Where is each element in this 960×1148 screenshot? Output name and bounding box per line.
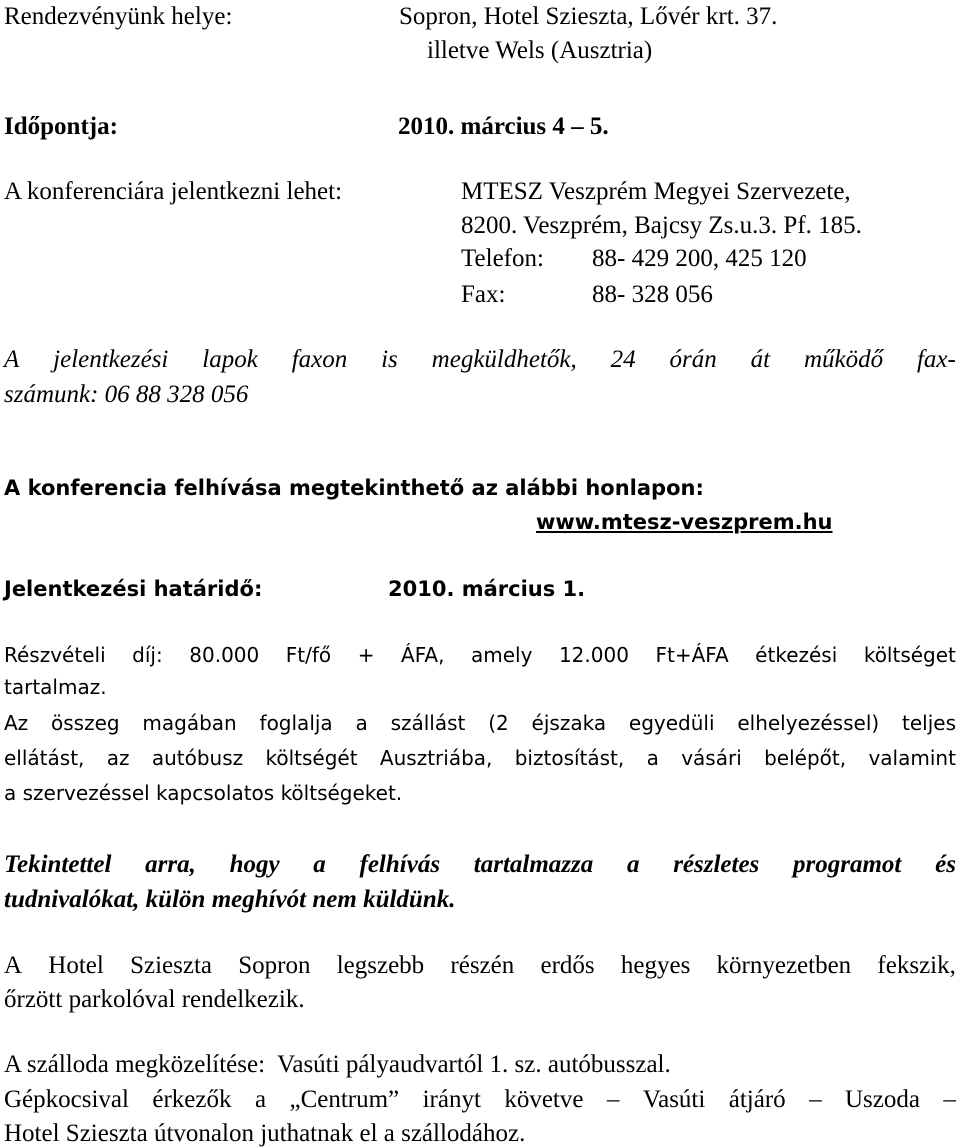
hotel-line-1 bbox=[4, 953, 956, 978]
notice-word: tartalmazza bbox=[473, 851, 594, 878]
includes-line-1 bbox=[4, 713, 956, 733]
webpage-link[interactable]: www.mtesz-veszprem.hu bbox=[536, 510, 833, 534]
venue-label: Rendezvényünk helye: bbox=[4, 3, 233, 30]
fax-label: Fax: bbox=[461, 281, 506, 308]
includes-word: az bbox=[106, 746, 130, 770]
includes-word: a bbox=[355, 711, 368, 735]
access-line-1: A szálloda megközelítése: Vasúti pályaudvartól 1. sz. autóbusszal. bbox=[4, 1051, 671, 1078]
fax-note-line-1 bbox=[4, 347, 956, 372]
phone-value: 88- 429 200, 425 120 bbox=[592, 245, 807, 272]
includes-word: foglalja bbox=[259, 711, 333, 735]
notice-word: felhívás bbox=[359, 851, 441, 878]
access-word: Vasúti bbox=[642, 1086, 706, 1113]
includes-line-3: a szervezéssel kapcsolatos költségeket. bbox=[4, 781, 403, 805]
fax-note-word: is bbox=[381, 346, 398, 373]
hotel-word: részén bbox=[450, 952, 515, 979]
notice-word: hogy bbox=[229, 851, 280, 878]
includes-word: Ausztriába, bbox=[379, 746, 493, 770]
fee-word: Részvételi bbox=[4, 643, 106, 667]
hotel-word: Szieszta bbox=[130, 952, 212, 979]
includes-word: szállást bbox=[390, 711, 466, 735]
fee-word: ÁFA, bbox=[401, 643, 445, 667]
fee-line-2: tartalmaz. bbox=[4, 675, 107, 699]
notice-word: a bbox=[626, 851, 640, 878]
includes-word: teljes bbox=[902, 711, 956, 735]
date-label: Időpontja: bbox=[4, 113, 118, 140]
notice-word: és bbox=[935, 851, 956, 878]
access-word: követve bbox=[504, 1086, 584, 1113]
access-line-2 bbox=[4, 1087, 956, 1112]
fee-word: költséget bbox=[863, 643, 956, 667]
registration-address: 8200. Veszprém, Bajcsy Zs.u.3. Pf. 185. bbox=[461, 212, 862, 239]
includes-word: éjszaka bbox=[531, 711, 607, 735]
webpage-intro: A konferencia felhívása megtekinthető az alábbi honlapon: bbox=[4, 476, 704, 500]
includes-word: biztosítást, bbox=[514, 746, 625, 770]
notice-word: programot bbox=[793, 851, 902, 878]
notice-line-1 bbox=[4, 852, 956, 877]
includes-word: Az bbox=[4, 711, 29, 735]
fax-note-word: 24 bbox=[610, 346, 636, 373]
fax-note-word: faxon bbox=[291, 346, 348, 373]
venue-line-2: illetve Wels (Ausztria) bbox=[427, 37, 653, 64]
notice-line-2: tudnivalókat, külön meghívót nem küldünk. bbox=[4, 886, 456, 913]
notice-word: Tekintettel bbox=[4, 851, 112, 878]
access-word: irányt bbox=[422, 1086, 481, 1113]
includes-word: egyedüli bbox=[628, 711, 715, 735]
notice-word: a bbox=[313, 851, 326, 878]
fax-note-word: jelentkezési bbox=[53, 346, 169, 373]
fee-word: amely bbox=[470, 643, 533, 667]
includes-word: belépőt, bbox=[764, 746, 847, 770]
includes-word: autóbusz bbox=[151, 746, 244, 770]
access-word: „Centrum” bbox=[289, 1086, 400, 1113]
includes-word: (2 bbox=[488, 711, 509, 735]
includes-word: a bbox=[646, 746, 659, 770]
includes-word: ellátást, bbox=[4, 746, 85, 770]
fax-note-word: lapok bbox=[202, 346, 258, 373]
fax-note-word: át bbox=[750, 346, 771, 373]
fee-word: Ft+ÁFA bbox=[655, 643, 729, 667]
hotel-word: hegyes bbox=[620, 952, 691, 979]
hotel-word: fekszik, bbox=[877, 952, 956, 979]
registration-label: A konferenciára jelentkezni lehet: bbox=[4, 178, 343, 205]
fax-note-word: órán bbox=[669, 346, 717, 373]
access-line-3: Hotel Szieszta útvonalon juthatnak el a szállodához. bbox=[4, 1120, 526, 1147]
hotel-word: A bbox=[4, 952, 23, 979]
includes-word: valamint bbox=[868, 746, 956, 770]
hotel-word: erdős bbox=[540, 952, 595, 979]
hotel-word: Hotel bbox=[48, 952, 104, 979]
hotel-word: környezetben bbox=[716, 952, 852, 979]
fee-word: 80.000 bbox=[189, 643, 260, 667]
date-value: 2010. március 4 – 5. bbox=[398, 113, 609, 140]
hotel-word: Sopron bbox=[238, 952, 311, 979]
fax-value: 88- 328 056 bbox=[592, 281, 713, 308]
phone-label: Telefon: bbox=[461, 245, 544, 272]
access-word: átjáró bbox=[728, 1086, 786, 1113]
fee-word: 12.000 bbox=[558, 643, 629, 667]
hotel-word: legszebb bbox=[336, 952, 425, 979]
fax-note-word: működő bbox=[803, 346, 884, 373]
includes-word: magában bbox=[142, 711, 237, 735]
access-word: – bbox=[606, 1086, 620, 1113]
access-word: Gépkocsival bbox=[4, 1086, 129, 1113]
deadline-label: Jelentkezési határidő: bbox=[4, 577, 263, 601]
fee-word: étkezési bbox=[755, 643, 838, 667]
notice-word: részletes bbox=[673, 851, 760, 878]
registration-org: MTESZ Veszprém Megyei Szervezete, bbox=[461, 178, 851, 205]
access-word: érkezők bbox=[152, 1086, 232, 1113]
fax-note-word: fax- bbox=[916, 346, 956, 373]
access-word: – bbox=[943, 1086, 956, 1113]
includes-word: összeg bbox=[51, 711, 120, 735]
includes-word: elhelyezéssel) bbox=[737, 711, 880, 735]
fee-line-1 bbox=[4, 645, 956, 665]
includes-word: költségét bbox=[265, 746, 358, 770]
notice-word: arra, bbox=[145, 851, 196, 878]
access-word: – bbox=[809, 1086, 822, 1113]
includes-word: vásári bbox=[681, 746, 742, 770]
fee-word: díj: bbox=[132, 643, 163, 667]
access-word: a bbox=[254, 1086, 267, 1113]
venue-line-1: Sopron, Hotel Szieszta, Lővér krt. 37. bbox=[399, 3, 778, 30]
fax-note-word: A bbox=[4, 346, 20, 373]
fax-note-word: megküldhetők, bbox=[431, 346, 577, 373]
fax-note-line-2: számunk: 06 88 328 056 bbox=[4, 381, 249, 408]
fee-word: + bbox=[357, 643, 375, 667]
deadline-value: 2010. március 1. bbox=[388, 577, 586, 601]
hotel-line-2: őrzött parkolóval rendelkezik. bbox=[4, 986, 305, 1013]
fee-word: Ft/fő bbox=[285, 643, 332, 667]
includes-line-2 bbox=[4, 748, 956, 768]
access-word: Uszoda bbox=[845, 1086, 920, 1113]
